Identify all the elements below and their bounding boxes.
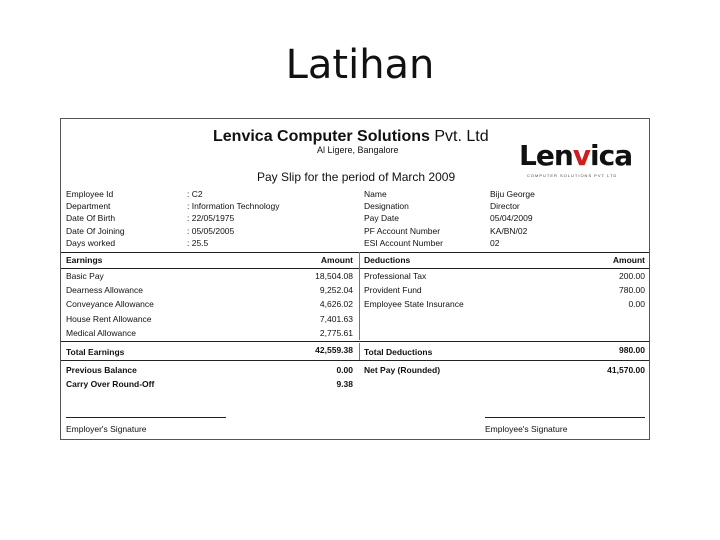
company-name (213, 128, 489, 146)
info-value: : Information Technology (187, 201, 280, 212)
pay-slip (60, 118, 650, 440)
info-value: Director (490, 201, 520, 212)
logo-wordmark (519, 139, 649, 172)
employee-info-right-values (490, 188, 535, 249)
info-label: Days worked (66, 237, 116, 248)
totals-top-rule (61, 341, 649, 342)
earning-amount: 18,504.08 (315, 271, 353, 281)
info-value: KA/BN/02 (490, 225, 528, 236)
total-earnings-label: Total Earnings (66, 347, 125, 357)
totals-column-divider (359, 343, 360, 360)
info-label: Department (66, 201, 111, 212)
info-value: 02 (490, 237, 500, 248)
previous-balance-label: Previous Balance (66, 365, 137, 375)
net-pay-value: 41,570.00 (607, 365, 645, 375)
employee-info-right-labels (364, 188, 443, 249)
deduction-item: Provident Fund (364, 285, 422, 296)
logo-text-v: v (572, 139, 591, 172)
deduction-item: Employee State Insurance (364, 299, 464, 310)
company-name-bold: Lenvica Computer Solutions (213, 128, 430, 145)
employee-signature-label: Employee's Signature (485, 424, 568, 434)
earning-item: Conveyance Allowance (66, 299, 154, 310)
deductions-amounts (571, 269, 645, 312)
employee-signature-line (485, 417, 645, 418)
company-name-suffix: Pvt. Ltd (429, 128, 489, 145)
info-label: PF Account Number (364, 225, 441, 236)
employee-info-left-labels (66, 188, 125, 249)
earnings-items (66, 269, 154, 340)
total-deductions-value: 980.00 (619, 345, 645, 355)
info-label: Name (364, 189, 387, 199)
employer-signature-label: Employer's Signature (66, 424, 147, 434)
slide-title: Latihan (285, 42, 435, 88)
info-label: Date Of Birth (66, 213, 116, 224)
totals-bottom-rule (61, 360, 649, 361)
net-pay-label: Net Pay (Rounded) (364, 365, 441, 375)
info-label: Designation (364, 201, 409, 212)
info-value: : C2 (187, 189, 203, 199)
earnings-amount-header: Amount (320, 255, 353, 265)
table-column-divider (359, 252, 360, 340)
deduction-amount: 0.00 (628, 299, 645, 310)
carry-over-label: Carry Over Round-Off (66, 379, 155, 389)
deductions-items (364, 269, 464, 312)
info-value: : 05/05/2005 (187, 225, 235, 236)
info-value: 05/04/2009 (490, 213, 533, 224)
earning-amount: 7,401.63 (319, 313, 353, 324)
carry-over-value: 9.38 (336, 379, 353, 389)
deductions-header: Deductions (364, 255, 411, 265)
total-deductions-label: Total Deductions (364, 347, 433, 357)
earnings-amounts (281, 269, 353, 340)
earning-amount: 2,775.61 (319, 327, 353, 338)
info-value: : 22/05/1975 (187, 213, 235, 224)
info-label: ESI Account Number (364, 237, 443, 248)
info-label: Date Of Joining (66, 225, 125, 236)
deductions-amount-header: Amount (612, 255, 645, 265)
earning-item: Dearness Allowance (66, 285, 144, 296)
previous-balance-value: 0.00 (336, 365, 353, 375)
earning-amount: 9,252.04 (319, 285, 353, 296)
table-top-rule (61, 252, 649, 253)
info-value: : 25.5 (187, 237, 209, 248)
logo-text-pre: Len (519, 139, 573, 172)
deduction-item: Professional Tax (364, 271, 427, 281)
earning-item: House Rent Allowance (66, 313, 152, 324)
employee-info-left-values (187, 188, 279, 249)
logo-subtext: COMPUTER SOLUTIONS PVT LTD (527, 173, 618, 178)
employer-signature-line (66, 417, 226, 418)
info-label: Pay Date (364, 213, 399, 224)
slip-period-heading: Pay Slip for the period of March 2009 (257, 170, 456, 184)
info-label: Employee Id (66, 189, 114, 199)
logo-text-post: ica (590, 139, 633, 172)
deduction-amount: 780.00 (619, 285, 645, 296)
earning-item: Medical Allowance (66, 327, 136, 338)
total-earnings-value: 42,559.38 (315, 345, 353, 355)
earning-item: Basic Pay (66, 271, 104, 281)
company-address: Al Ligere, Bangalore (317, 145, 399, 155)
company-logo (519, 139, 649, 181)
earning-amount: 4,626.02 (319, 299, 353, 310)
earnings-header: Earnings (66, 255, 103, 265)
deduction-amount: 200.00 (619, 271, 645, 281)
info-value: Biju George (490, 189, 535, 199)
